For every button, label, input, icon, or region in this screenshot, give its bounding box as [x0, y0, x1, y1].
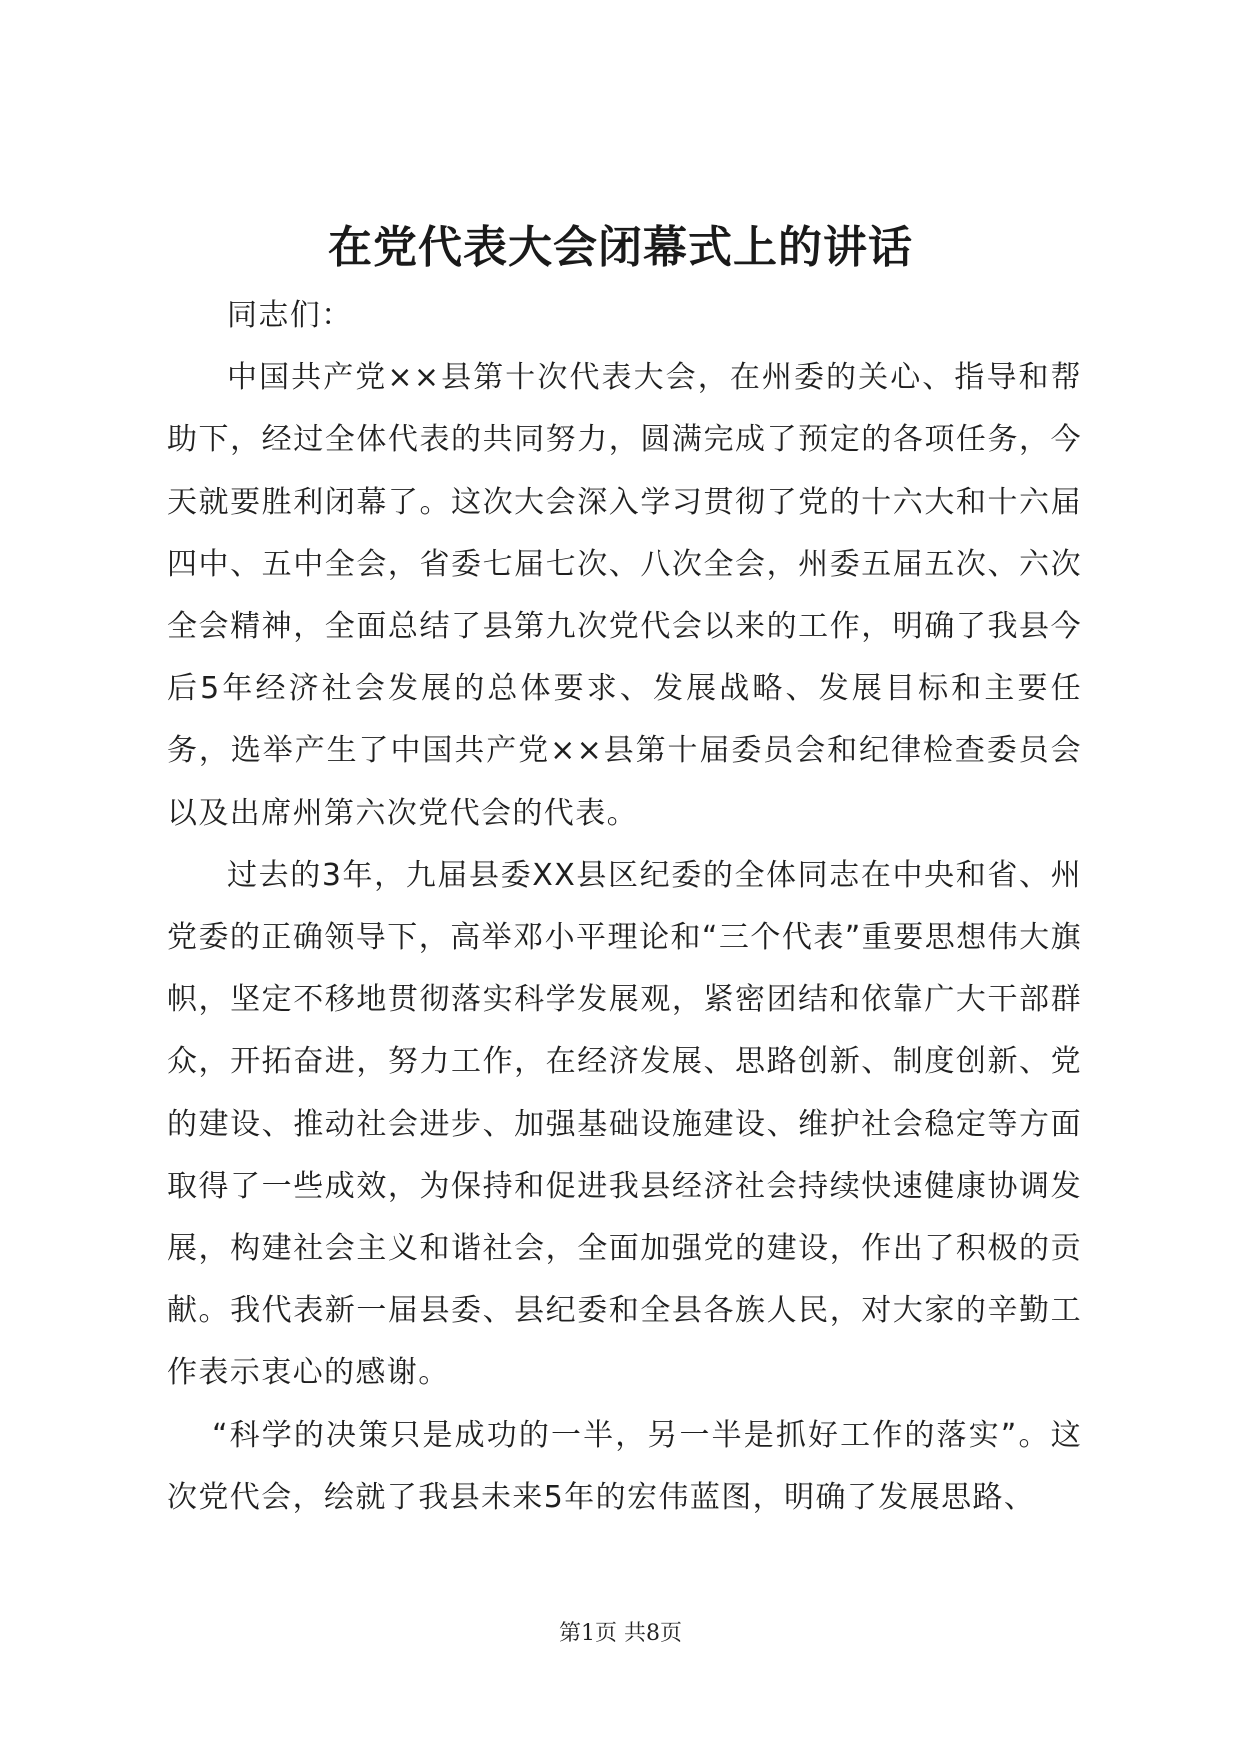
paragraph-2: 过去的3年，九届县委XX县区纪委的全体同志在中央和省、州党委的正确领导下，高举邓小平理论和“三个代表”重要思想伟大旗帜，坚定不移地贯彻落实科学发展观，紧密团结和依靠广大干部群众，开拓奋进，努力工作，在经济发展、思路创新、制度创新、党的建设、推动社会进步、加强基础设施建设、维护社会稳定等方面取得了一些成效，为保持和促进我县经济社会持续快速健康协调发展，构建社会主义和谐社会，全面加强党的建设，作出了积极的贡献。我代表新一届县委、县纪委和全县各族人民，对大家的辛勤工作表示衷心的感谢。 — [167, 857, 1082, 1391]
paragraph-1: 中国共产党××县第十次代表大会，在州委的关心、指导和帮助下，经过全体代表的共同努力，圆满完成了预定的各项任务，今天就要胜利闭幕了。这次大会深入学习贯彻了党的十六大和十六届四中、五中全会，省委七届七次、八次全会，州委五届五次、六次全会精神，全面总结了县第九次党代会以来的工作，明确了我县今后5年经济社会发展的总体要求、发展战略、发展目标和主要任务，选举产生了中国共产党××县第十届委员会和纪律检查委员会以及出席州第六次党代会的代表。 — [167, 360, 1082, 831]
document-title: 在党代表大会闭幕式上的讲话 — [328, 222, 913, 273]
paragraph-3: “科学的决策只是成功的一半，另一半是抓好工作的落实”。这次党代会，绘就了我县未来5年的宏伟蓝图，明确了发展思路、 — [167, 1417, 1082, 1515]
document-body — [167, 285, 1082, 1529]
salutation: 同志们： — [227, 298, 353, 333]
page-number-footer: 第1页 共8页 — [559, 1621, 682, 1646]
